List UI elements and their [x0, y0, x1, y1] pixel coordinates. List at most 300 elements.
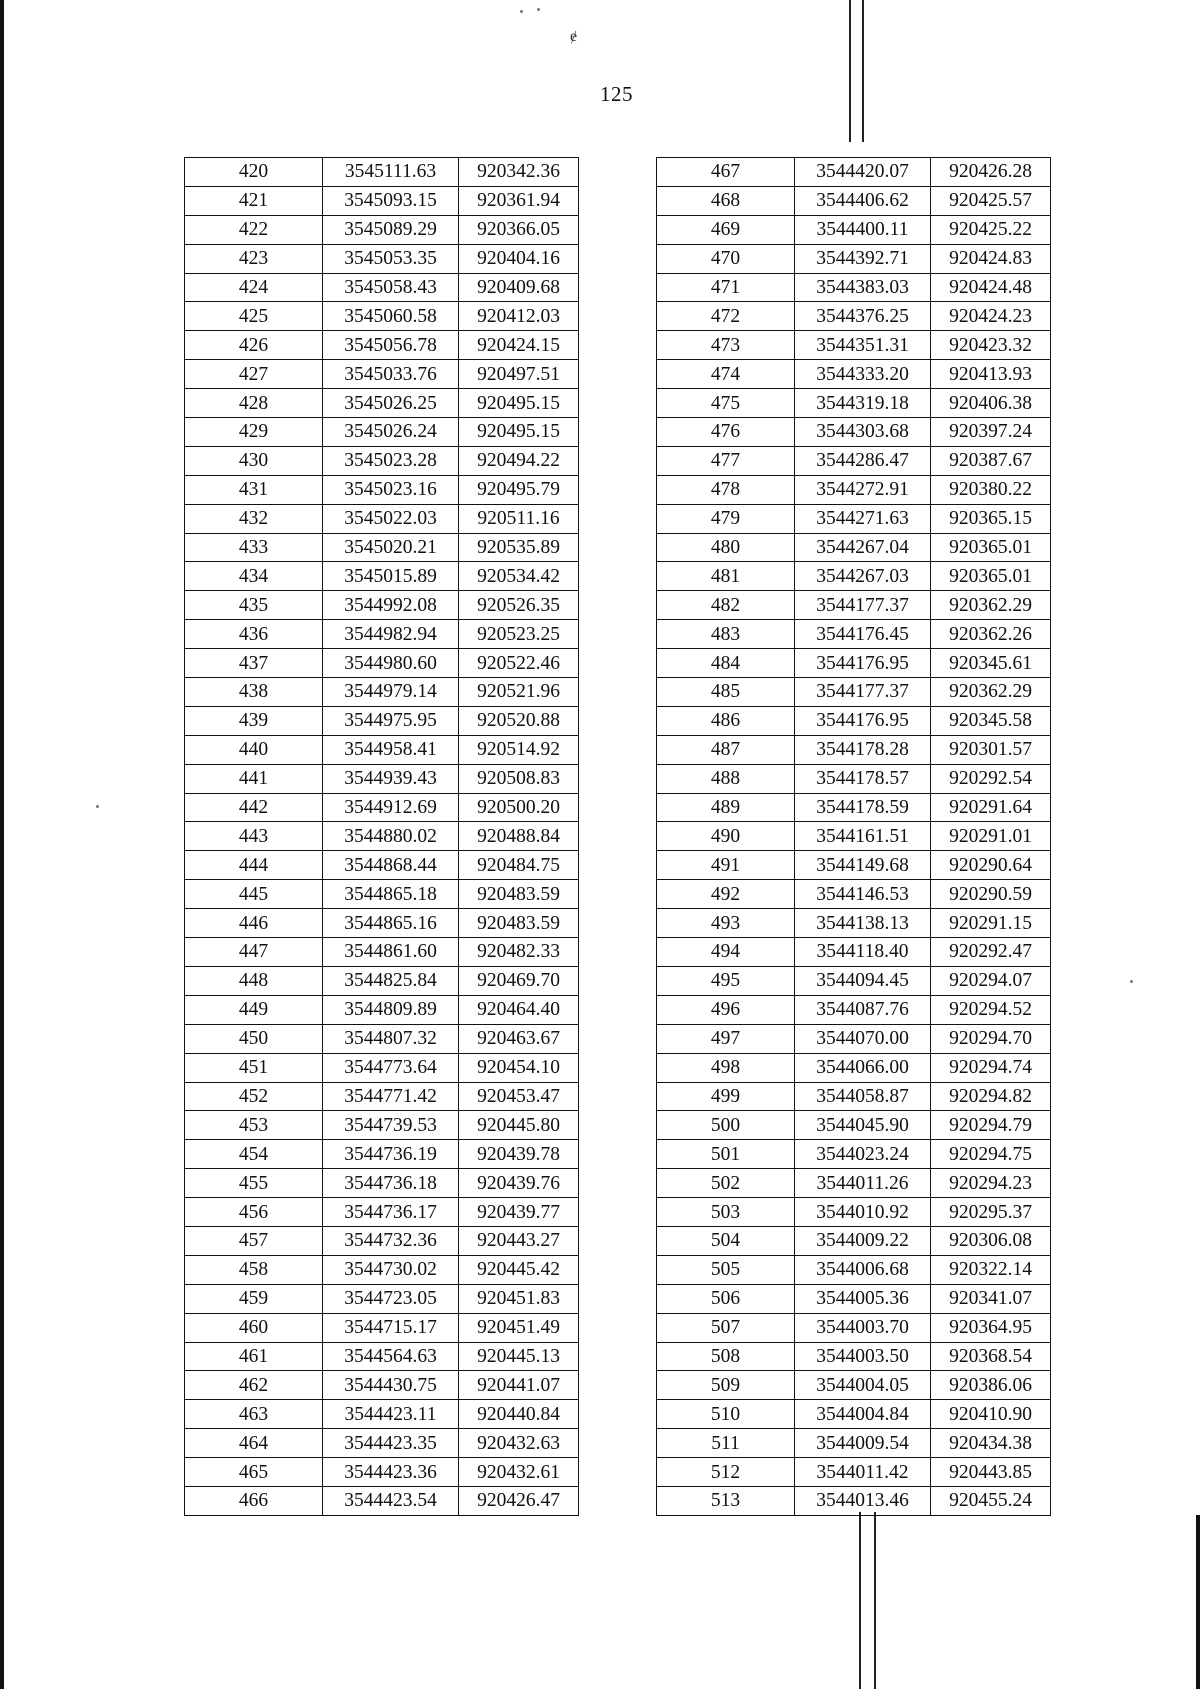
x-coordinate-cell: 3544979.14: [323, 678, 459, 707]
point-number-cell: 449: [185, 995, 323, 1024]
x-coordinate-cell: 3544010.92: [795, 1198, 931, 1227]
point-number-cell: 452: [185, 1082, 323, 1111]
table-row: [657, 909, 1051, 938]
y-coordinate-cell: 920500.20: [459, 793, 579, 822]
point-number-cell: 462: [185, 1371, 323, 1400]
y-coordinate-cell: 920469.70: [459, 966, 579, 995]
x-coordinate-cell: 3544980.60: [323, 649, 459, 678]
x-coordinate-cell: 3544023.24: [795, 1140, 931, 1169]
y-coordinate-cell: 920294.74: [931, 1053, 1051, 1082]
table-row: [185, 1111, 579, 1140]
table-row: [185, 793, 579, 822]
x-coordinate-cell: 3544771.42: [323, 1082, 459, 1111]
y-coordinate-cell: 920453.47: [459, 1082, 579, 1111]
point-number-cell: 480: [657, 533, 795, 562]
point-number-cell: 442: [185, 793, 323, 822]
y-coordinate-cell: 920521.96: [459, 678, 579, 707]
point-number-cell: 486: [657, 706, 795, 735]
point-number-cell: 490: [657, 822, 795, 851]
point-number-cell: 505: [657, 1255, 795, 1284]
point-number-cell: 433: [185, 533, 323, 562]
y-coordinate-cell: 920365.15: [931, 504, 1051, 533]
table-row: [657, 764, 1051, 793]
y-coordinate-cell: 920342.36: [459, 158, 579, 187]
table-row: [185, 966, 579, 995]
y-coordinate-cell: 920366.05: [459, 215, 579, 244]
x-coordinate-cell: 3544736.19: [323, 1140, 459, 1169]
y-coordinate-cell: 920301.57: [931, 735, 1051, 764]
point-number-cell: 497: [657, 1024, 795, 1053]
point-number-cell: 504: [657, 1226, 795, 1255]
y-coordinate-cell: 920484.75: [459, 851, 579, 880]
x-coordinate-cell: 3544177.37: [795, 678, 931, 707]
table-row: [657, 504, 1051, 533]
scan-artifact-line: [874, 1512, 876, 1689]
point-number-cell: 437: [185, 649, 323, 678]
point-number-cell: 485: [657, 678, 795, 707]
point-number-cell: 421: [185, 186, 323, 215]
point-number-cell: 420: [185, 158, 323, 187]
table-row: [185, 389, 579, 418]
point-number-cell: 479: [657, 504, 795, 533]
y-coordinate-cell: 920508.83: [459, 764, 579, 793]
y-coordinate-cell: 920294.52: [931, 995, 1051, 1024]
x-coordinate-cell: 3544809.89: [323, 995, 459, 1024]
y-coordinate-cell: 920406.38: [931, 389, 1051, 418]
x-coordinate-cell: 3544861.60: [323, 938, 459, 967]
point-number-cell: 464: [185, 1429, 323, 1458]
y-coordinate-cell: 920361.94: [459, 186, 579, 215]
table-row: [657, 475, 1051, 504]
y-coordinate-cell: 920464.40: [459, 995, 579, 1024]
point-number-cell: 494: [657, 938, 795, 967]
scan-artifact-line: [849, 0, 851, 142]
table-row: [185, 1458, 579, 1487]
table-row: [657, 678, 1051, 707]
x-coordinate-cell: 3544178.59: [795, 793, 931, 822]
table-row: [185, 302, 579, 331]
y-coordinate-cell: 920380.22: [931, 475, 1051, 504]
point-number-cell: 443: [185, 822, 323, 851]
point-number-cell: 471: [657, 273, 795, 302]
table-row: [185, 649, 579, 678]
x-coordinate-cell: 3544009.22: [795, 1226, 931, 1255]
table-row: [185, 1429, 579, 1458]
x-coordinate-cell: 3544006.68: [795, 1255, 931, 1284]
point-number-cell: 469: [657, 215, 795, 244]
point-number-cell: 481: [657, 562, 795, 591]
x-coordinate-cell: 3544013.46: [795, 1486, 931, 1515]
x-coordinate-cell: 3545023.28: [323, 446, 459, 475]
x-coordinate-cell: 3545026.25: [323, 389, 459, 418]
table-row: [185, 418, 579, 447]
point-number-cell: 460: [185, 1313, 323, 1342]
table-row: [185, 620, 579, 649]
x-coordinate-cell: 3544146.53: [795, 880, 931, 909]
y-coordinate-cell: 920455.24: [931, 1486, 1051, 1515]
point-number-cell: 448: [185, 966, 323, 995]
x-coordinate-cell: 3544094.45: [795, 966, 931, 995]
point-number-cell: 451: [185, 1053, 323, 1082]
y-coordinate-cell: 920520.88: [459, 706, 579, 735]
table-row: [657, 620, 1051, 649]
point-number-cell: 467: [657, 158, 795, 187]
point-number-cell: 493: [657, 909, 795, 938]
table-row: [185, 909, 579, 938]
table-row: [657, 418, 1051, 447]
point-number-cell: 498: [657, 1053, 795, 1082]
y-coordinate-cell: 920413.93: [931, 360, 1051, 389]
y-coordinate-cell: 920495.15: [459, 389, 579, 418]
x-coordinate-cell: 3544383.03: [795, 273, 931, 302]
table-row: [657, 360, 1051, 389]
y-coordinate-cell: 920494.22: [459, 446, 579, 475]
y-coordinate-cell: 920345.58: [931, 706, 1051, 735]
y-coordinate-cell: 920364.95: [931, 1313, 1051, 1342]
y-coordinate-cell: 920322.14: [931, 1255, 1051, 1284]
table-row: [185, 735, 579, 764]
point-number-cell: 430: [185, 446, 323, 475]
x-coordinate-cell: 3544880.02: [323, 822, 459, 851]
table-row: [185, 591, 579, 620]
x-coordinate-cell: 3544303.68: [795, 418, 931, 447]
point-number-cell: 459: [185, 1284, 323, 1313]
x-coordinate-cell: 3544011.42: [795, 1458, 931, 1487]
x-coordinate-cell: 3544004.05: [795, 1371, 931, 1400]
table-row: [657, 562, 1051, 591]
scan-mark: ɇ: [570, 28, 578, 45]
y-coordinate-cell: 920404.16: [459, 244, 579, 273]
x-coordinate-cell: 3544333.20: [795, 360, 931, 389]
point-number-cell: 488: [657, 764, 795, 793]
y-coordinate-cell: 920424.23: [931, 302, 1051, 331]
x-coordinate-cell: 3544058.87: [795, 1082, 931, 1111]
table-row: [185, 1082, 579, 1111]
y-coordinate-cell: 920345.61: [931, 649, 1051, 678]
y-coordinate-cell: 920294.79: [931, 1111, 1051, 1140]
point-number-cell: 463: [185, 1400, 323, 1429]
table-row: [657, 302, 1051, 331]
y-coordinate-cell: 920451.49: [459, 1313, 579, 1342]
x-coordinate-cell: 3544149.68: [795, 851, 931, 880]
point-number-cell: 510: [657, 1400, 795, 1429]
point-number-cell: 458: [185, 1255, 323, 1284]
y-coordinate-cell: 920434.38: [931, 1429, 1051, 1458]
table-row: [657, 1024, 1051, 1053]
y-coordinate-cell: 920423.32: [931, 331, 1051, 360]
x-coordinate-cell: 3544272.91: [795, 475, 931, 504]
x-coordinate-cell: 3544267.04: [795, 533, 931, 562]
point-number-cell: 432: [185, 504, 323, 533]
y-coordinate-cell: 920410.90: [931, 1400, 1051, 1429]
y-coordinate-cell: 920292.47: [931, 938, 1051, 967]
table-row: [185, 822, 579, 851]
table-row: [657, 331, 1051, 360]
table-row: [185, 446, 579, 475]
x-coordinate-cell: 3544066.00: [795, 1053, 931, 1082]
x-coordinate-cell: 3545023.16: [323, 475, 459, 504]
point-number-cell: 499: [657, 1082, 795, 1111]
x-coordinate-cell: 3545033.76: [323, 360, 459, 389]
x-coordinate-cell: 3545089.29: [323, 215, 459, 244]
y-coordinate-cell: 920497.51: [459, 360, 579, 389]
table-row: [185, 678, 579, 707]
y-coordinate-cell: 920488.84: [459, 822, 579, 851]
table-row: [657, 533, 1051, 562]
x-coordinate-cell: 3545015.89: [323, 562, 459, 591]
point-number-cell: 424: [185, 273, 323, 302]
y-coordinate-cell: 920526.35: [459, 591, 579, 620]
x-coordinate-cell: 3544003.70: [795, 1313, 931, 1342]
point-number-cell: 473: [657, 331, 795, 360]
x-coordinate-cell: 3544376.25: [795, 302, 931, 331]
x-coordinate-cell: 3544267.03: [795, 562, 931, 591]
x-coordinate-cell: 3544807.32: [323, 1024, 459, 1053]
x-coordinate-cell: 3544564.63: [323, 1342, 459, 1371]
x-coordinate-cell: 3544958.41: [323, 735, 459, 764]
table-row: [657, 186, 1051, 215]
x-coordinate-cell: 3545026.24: [323, 418, 459, 447]
y-coordinate-cell: 920295.37: [931, 1198, 1051, 1227]
point-number-cell: 436: [185, 620, 323, 649]
y-coordinate-cell: 920291.64: [931, 793, 1051, 822]
table-row: [185, 1486, 579, 1515]
point-number-cell: 423: [185, 244, 323, 273]
y-coordinate-cell: 920365.01: [931, 562, 1051, 591]
y-coordinate-cell: 920535.89: [459, 533, 579, 562]
point-number-cell: 456: [185, 1198, 323, 1227]
table-row: [657, 1371, 1051, 1400]
table-row: [185, 1140, 579, 1169]
x-coordinate-cell: 3544161.51: [795, 822, 931, 851]
point-number-cell: 502: [657, 1169, 795, 1198]
table-row: [657, 446, 1051, 475]
y-coordinate-cell: 920362.26: [931, 620, 1051, 649]
x-coordinate-cell: 3544715.17: [323, 1313, 459, 1342]
x-coordinate-cell: 3544420.07: [795, 158, 931, 187]
point-number-cell: 468: [657, 186, 795, 215]
table-row: [657, 273, 1051, 302]
x-coordinate-cell: 3544178.57: [795, 764, 931, 793]
y-coordinate-cell: 920440.84: [459, 1400, 579, 1429]
y-coordinate-cell: 920463.67: [459, 1024, 579, 1053]
table-row: [657, 706, 1051, 735]
point-number-cell: 422: [185, 215, 323, 244]
table-row: [657, 389, 1051, 418]
y-coordinate-cell: 920306.08: [931, 1226, 1051, 1255]
y-coordinate-cell: 920495.15: [459, 418, 579, 447]
y-coordinate-cell: 920523.25: [459, 620, 579, 649]
point-number-cell: 426: [185, 331, 323, 360]
point-number-cell: 428: [185, 389, 323, 418]
x-coordinate-cell: 3544975.95: [323, 706, 459, 735]
y-coordinate-cell: 920441.07: [459, 1371, 579, 1400]
y-coordinate-cell: 920426.28: [931, 158, 1051, 187]
y-coordinate-cell: 920290.59: [931, 880, 1051, 909]
point-number-cell: 500: [657, 1111, 795, 1140]
x-coordinate-cell: 3544736.18: [323, 1169, 459, 1198]
point-number-cell: 487: [657, 735, 795, 764]
x-coordinate-cell: 3545060.58: [323, 302, 459, 331]
point-number-cell: 513: [657, 1486, 795, 1515]
point-number-cell: 429: [185, 418, 323, 447]
y-coordinate-cell: 920424.15: [459, 331, 579, 360]
x-coordinate-cell: 3545111.63: [323, 158, 459, 187]
y-coordinate-cell: 920362.29: [931, 678, 1051, 707]
x-coordinate-cell: 3544351.31: [795, 331, 931, 360]
table-row: [185, 244, 579, 273]
point-number-cell: 496: [657, 995, 795, 1024]
table-row: [657, 995, 1051, 1024]
table-row: [185, 1371, 579, 1400]
x-coordinate-cell: 3544912.69: [323, 793, 459, 822]
x-coordinate-cell: 3544176.95: [795, 649, 931, 678]
table-row: [657, 1226, 1051, 1255]
x-coordinate-cell: 3544177.37: [795, 591, 931, 620]
page-number: 125: [600, 82, 633, 106]
table-row: [657, 158, 1051, 187]
scan-right-border: [1196, 1515, 1200, 1689]
table-row: [185, 1024, 579, 1053]
table-row: [657, 591, 1051, 620]
point-number-cell: 477: [657, 446, 795, 475]
table-row: [185, 1313, 579, 1342]
x-coordinate-cell: 3544178.28: [795, 735, 931, 764]
table-row: [657, 1111, 1051, 1140]
point-number-cell: 431: [185, 475, 323, 504]
y-coordinate-cell: 920362.29: [931, 591, 1051, 620]
table-row: [657, 1313, 1051, 1342]
point-number-cell: 425: [185, 302, 323, 331]
point-number-cell: 441: [185, 764, 323, 793]
x-coordinate-cell: 3545053.35: [323, 244, 459, 273]
table-row: [185, 1169, 579, 1198]
table-row: [657, 215, 1051, 244]
point-number-cell: 445: [185, 880, 323, 909]
y-coordinate-cell: 920432.61: [459, 1458, 579, 1487]
y-coordinate-cell: 920514.92: [459, 735, 579, 764]
x-coordinate-cell: 3544423.35: [323, 1429, 459, 1458]
y-coordinate-cell: 920495.79: [459, 475, 579, 504]
scan-left-border: [0, 0, 4, 1689]
point-number-cell: 491: [657, 851, 795, 880]
y-coordinate-cell: 920425.22: [931, 215, 1051, 244]
table-row: [185, 273, 579, 302]
y-coordinate-cell: 920522.46: [459, 649, 579, 678]
table-row: [657, 793, 1051, 822]
point-number-cell: 512: [657, 1458, 795, 1487]
table-row: [185, 938, 579, 967]
y-coordinate-cell: 920445.42: [459, 1255, 579, 1284]
point-number-cell: 511: [657, 1429, 795, 1458]
y-coordinate-cell: 920439.78: [459, 1140, 579, 1169]
point-number-cell: 434: [185, 562, 323, 591]
x-coordinate-cell: 3544982.94: [323, 620, 459, 649]
table-row: [185, 995, 579, 1024]
point-number-cell: 489: [657, 793, 795, 822]
table-row: [657, 244, 1051, 273]
table-row: [657, 1140, 1051, 1169]
table-row: [185, 880, 579, 909]
point-number-cell: 435: [185, 591, 323, 620]
y-coordinate-cell: 920445.13: [459, 1342, 579, 1371]
y-coordinate-cell: 920432.63: [459, 1429, 579, 1458]
y-coordinate-cell: 920482.33: [459, 938, 579, 967]
table-row: [657, 851, 1051, 880]
point-number-cell: 453: [185, 1111, 323, 1140]
coordinates-table-right: [656, 157, 1051, 1516]
x-coordinate-cell: 3544423.54: [323, 1486, 459, 1515]
x-coordinate-cell: 3544319.18: [795, 389, 931, 418]
y-coordinate-cell: 920445.80: [459, 1111, 579, 1140]
x-coordinate-cell: 3545058.43: [323, 273, 459, 302]
y-coordinate-cell: 920386.06: [931, 1371, 1051, 1400]
y-coordinate-cell: 920397.24: [931, 418, 1051, 447]
x-coordinate-cell: 3544868.44: [323, 851, 459, 880]
y-coordinate-cell: 920294.23: [931, 1169, 1051, 1198]
x-coordinate-cell: 3544423.36: [323, 1458, 459, 1487]
point-number-cell: 478: [657, 475, 795, 504]
x-coordinate-cell: 3544176.95: [795, 706, 931, 735]
point-number-cell: 470: [657, 244, 795, 273]
point-number-cell: 509: [657, 1371, 795, 1400]
y-coordinate-cell: 920443.85: [931, 1458, 1051, 1487]
point-number-cell: 465: [185, 1458, 323, 1487]
table-row: [185, 1284, 579, 1313]
x-coordinate-cell: 3544118.40: [795, 938, 931, 967]
y-coordinate-cell: 920291.01: [931, 822, 1051, 851]
point-number-cell: 439: [185, 706, 323, 735]
x-coordinate-cell: 3544003.50: [795, 1342, 931, 1371]
y-coordinate-cell: 920290.64: [931, 851, 1051, 880]
y-coordinate-cell: 920443.27: [459, 1226, 579, 1255]
x-coordinate-cell: 3544392.71: [795, 244, 931, 273]
table-row: [185, 764, 579, 793]
table-row: [657, 1255, 1051, 1284]
table-row: [657, 1082, 1051, 1111]
point-number-cell: 438: [185, 678, 323, 707]
table-row: [185, 1053, 579, 1082]
table-row: [657, 1342, 1051, 1371]
x-coordinate-cell: 3545056.78: [323, 331, 459, 360]
y-coordinate-cell: 920292.54: [931, 764, 1051, 793]
point-number-cell: 482: [657, 591, 795, 620]
x-coordinate-cell: 3544176.45: [795, 620, 931, 649]
x-coordinate-cell: 3544070.00: [795, 1024, 931, 1053]
table-row: [185, 562, 579, 591]
x-coordinate-cell: 3544045.90: [795, 1111, 931, 1140]
y-coordinate-cell: 920439.76: [459, 1169, 579, 1198]
y-coordinate-cell: 920294.75: [931, 1140, 1051, 1169]
point-number-cell: 450: [185, 1024, 323, 1053]
point-number-cell: 446: [185, 909, 323, 938]
table-row: [185, 158, 579, 187]
point-number-cell: 503: [657, 1198, 795, 1227]
y-coordinate-cell: 920341.07: [931, 1284, 1051, 1313]
point-number-cell: 440: [185, 735, 323, 764]
table-row: [657, 1400, 1051, 1429]
x-coordinate-cell: 3544005.36: [795, 1284, 931, 1313]
y-coordinate-cell: 920294.70: [931, 1024, 1051, 1053]
table-row: [185, 186, 579, 215]
x-coordinate-cell: 3544009.54: [795, 1429, 931, 1458]
point-number-cell: 447: [185, 938, 323, 967]
scan-artifact-line: [859, 1512, 861, 1689]
x-coordinate-cell: 3544400.11: [795, 215, 931, 244]
y-coordinate-cell: 920368.54: [931, 1342, 1051, 1371]
x-coordinate-cell: 3544736.17: [323, 1198, 459, 1227]
x-coordinate-cell: 3544865.18: [323, 880, 459, 909]
